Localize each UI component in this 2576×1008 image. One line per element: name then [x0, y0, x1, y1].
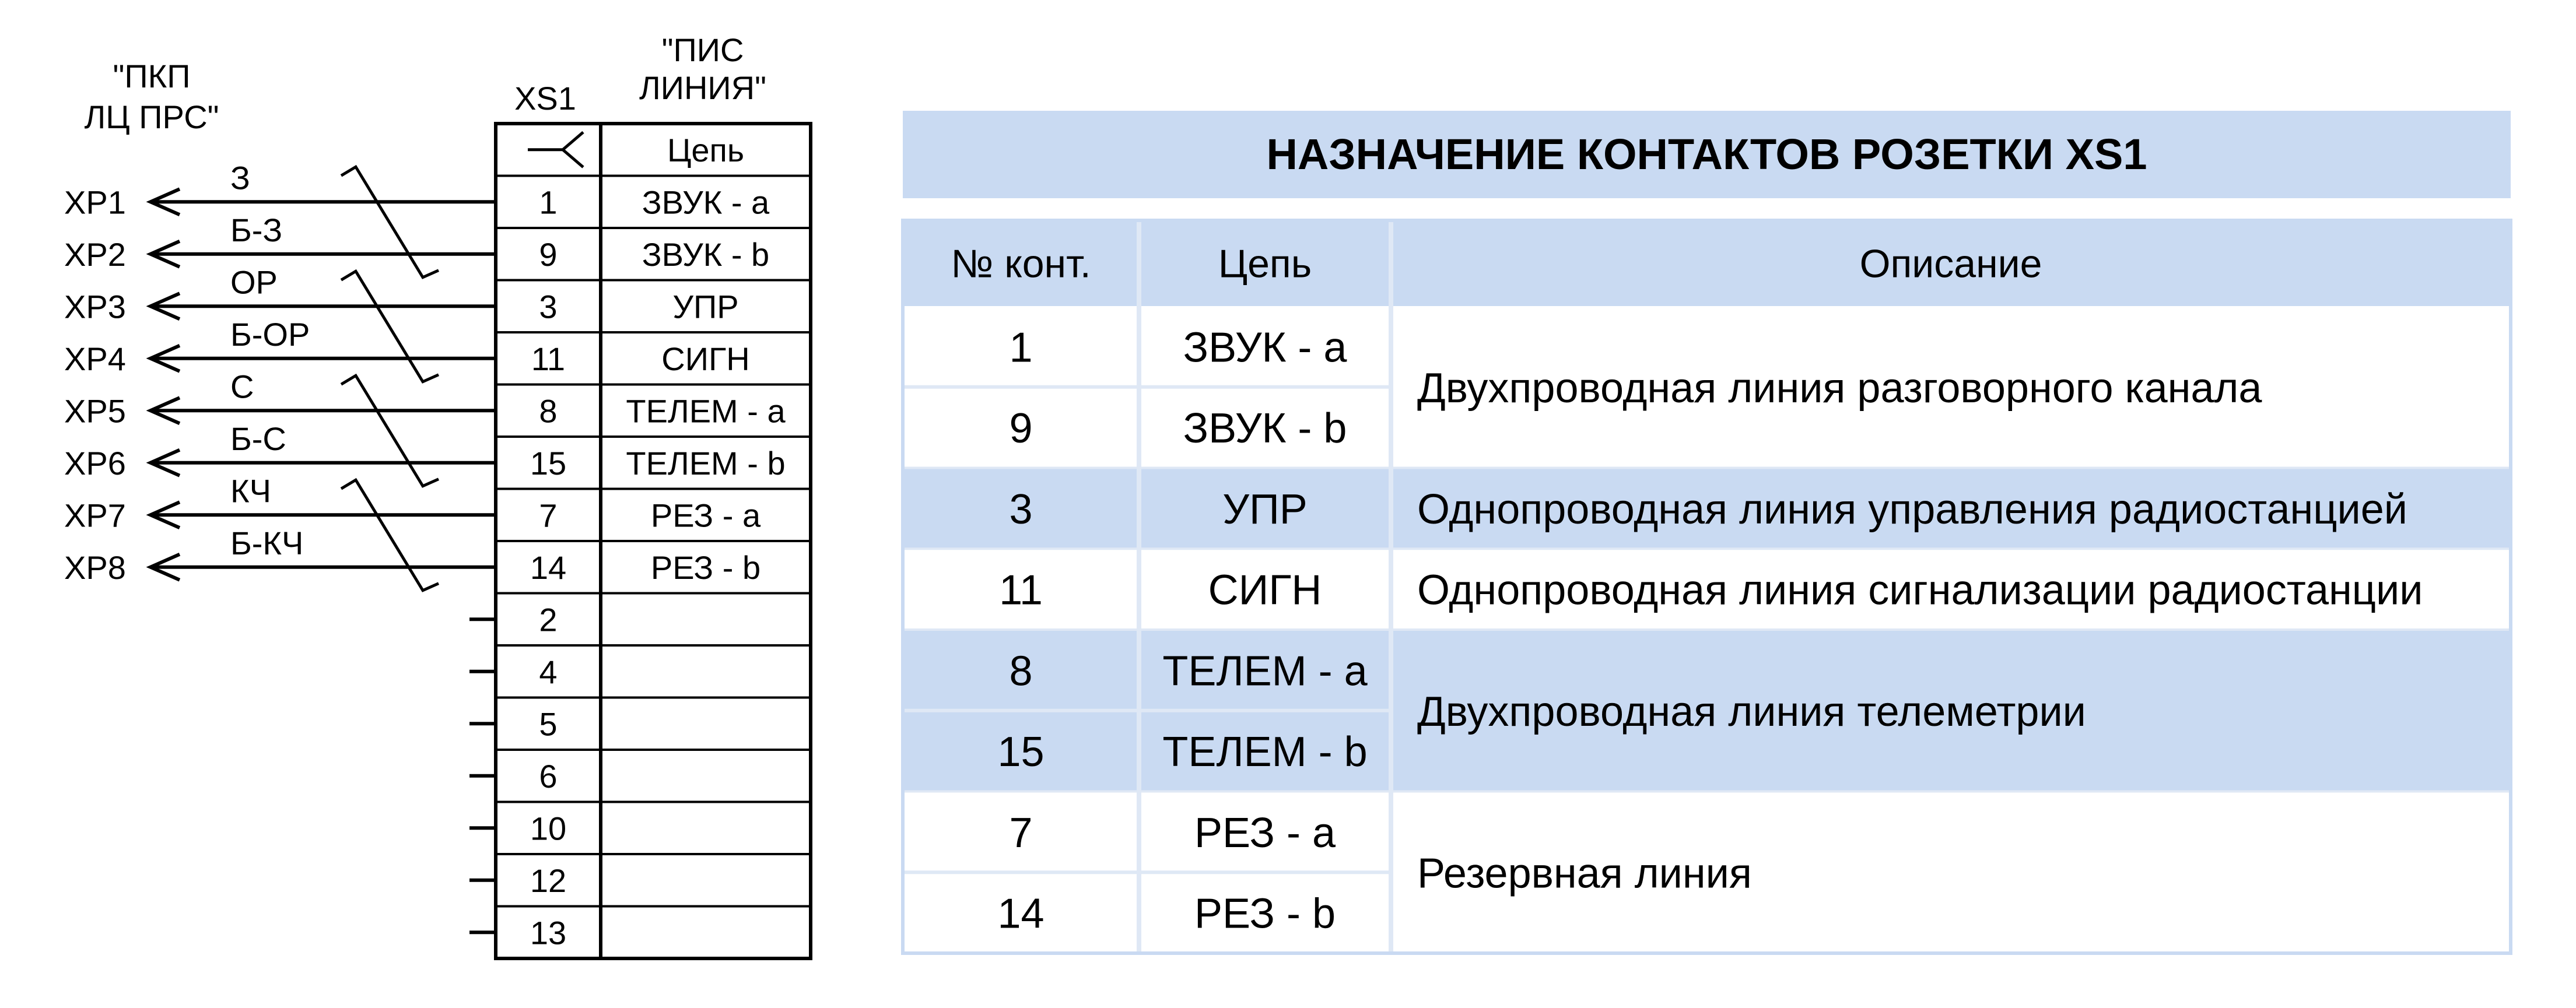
table-pin-cell: 11	[999, 567, 1043, 614]
twisted-pair-icon	[341, 375, 439, 486]
table-pin-cell: 3	[1009, 486, 1033, 533]
connector-pin-number: 12	[530, 862, 567, 899]
table-title: НАЗНАЧЕНИЕ КОНТАКТОВ РОЗЕТКИ XS1	[1266, 130, 2147, 178]
table-pin-cell: 15	[997, 729, 1045, 776]
connector-circuit-name: ЗВУК - a	[642, 184, 770, 221]
unused-pin	[469, 810, 566, 847]
connector-pin-number: 11	[531, 340, 566, 377]
wire-label: Б-ОР	[230, 315, 310, 353]
wire-connection	[64, 368, 786, 429]
wire-label: КЧ	[230, 472, 271, 510]
table-circuit-cell: ТЕЛЕМ - a	[1162, 648, 1368, 695]
xp-label: XP1	[64, 184, 126, 221]
connector-pin-number: 8	[539, 392, 558, 430]
connector-header-circuit: Цепь	[667, 131, 745, 168]
xp-label: XP3	[64, 288, 126, 325]
schematic	[64, 31, 811, 958]
connector-pin-number: 2	[539, 601, 558, 638]
connector-pin-number: 6	[539, 757, 558, 795]
connector-pin-number: 1	[539, 184, 558, 221]
twisted-pair-icon	[341, 480, 439, 591]
right-title-line2: ЛИНИЯ"	[639, 69, 767, 106]
connector-pin-number: 13	[530, 914, 567, 951]
wire-label: Б-З	[230, 211, 283, 248]
wire-connection	[64, 159, 770, 220]
table-circuit-cell: СИГН	[1208, 567, 1322, 614]
connector-pin-number: 5	[539, 705, 558, 743]
pin-assignment-table	[903, 111, 2511, 953]
connector-name: XS1	[514, 80, 576, 117]
unused-pin	[469, 914, 566, 951]
connector-pin-number: 10	[530, 810, 567, 847]
connector-pin-number: 4	[539, 653, 558, 690]
xp-label: XP4	[64, 340, 126, 377]
unused-pin	[469, 758, 558, 795]
table-circuit-cell: ТЕЛЕМ - b	[1162, 729, 1368, 776]
unused-pin	[469, 862, 566, 899]
unused-pin	[469, 654, 558, 690]
connector-circuit-name: УПР	[672, 288, 739, 325]
table-description-cell: Двухпроводная линия разговорного канала	[1417, 364, 2262, 412]
xp-label: XP6	[64, 444, 126, 482]
wire-connection	[64, 212, 769, 273]
connector-circuit-name: СИГН	[661, 340, 750, 377]
connector-pin-number: 14	[530, 549, 567, 586]
table-description-cell: Однопроводная линия сигнализации радиостанции	[1417, 567, 2423, 614]
socket-symbol-icon	[528, 132, 583, 167]
table-header-band	[903, 220, 2511, 306]
table-circuit-cell: ЗВУК - b	[1183, 405, 1347, 452]
xp-label: XP5	[64, 392, 126, 430]
wire-connection	[64, 472, 761, 533]
table-pin-cell: 7	[1009, 809, 1033, 856]
xp-label: XP8	[64, 549, 126, 586]
twisted-pair-icon	[341, 167, 439, 278]
table-group	[903, 549, 2511, 630]
right-title-line1: "ПИС	[661, 31, 744, 68]
twisted-pair-icon	[341, 271, 439, 382]
table-circuit-cell: РЕЗ - a	[1194, 809, 1336, 856]
unused-pin	[469, 601, 558, 638]
table-header-cell: № конт.	[951, 241, 1091, 286]
unused-pin	[469, 705, 558, 742]
connector-circuit-name: РЕЗ - a	[650, 497, 761, 534]
connector-pin-number: 3	[539, 288, 558, 325]
connector-circuit-name: ТЕЛЕМ - a	[626, 392, 786, 430]
wire-label: Б-КЧ	[230, 524, 304, 561]
table-description-cell: Двухпроводная линия телеметрии	[1417, 688, 2086, 735]
wire-label: С	[230, 368, 254, 405]
table-header-cell: Цепь	[1218, 241, 1312, 286]
connector-pin-number: 15	[530, 444, 567, 482]
connector-pin-number: 9	[539, 236, 558, 273]
table-circuit-cell: УПР	[1222, 486, 1308, 533]
table-circuit-cell: ЗВУК - a	[1183, 324, 1347, 371]
wire-label: ОР	[230, 264, 278, 301]
xp-label: XP2	[64, 236, 126, 273]
table-pin-cell: 9	[1009, 405, 1033, 452]
table-circuit-cell: РЕЗ - b	[1194, 890, 1336, 937]
table-description-cell: Однопроводная линия управления радиостанцией	[1417, 486, 2407, 533]
table-description-cell: Резервная линия	[1417, 850, 1752, 897]
connector-pin-number: 7	[539, 497, 558, 534]
connector-circuit-name: ЗВУК - b	[642, 236, 770, 273]
table-pin-cell: 8	[1009, 648, 1033, 695]
connector-circuit-name: РЕЗ - b	[650, 549, 761, 586]
connector-circuit-name: ТЕЛЕМ - b	[626, 444, 786, 482]
table-pin-cell: 1	[1009, 324, 1033, 371]
wire-connection	[64, 264, 739, 325]
table-group	[903, 468, 2511, 549]
xp-label: XP7	[64, 497, 126, 534]
wire-label: З	[230, 159, 250, 196]
wire-connection	[64, 316, 750, 377]
wire-connection	[64, 420, 786, 482]
wire-connection	[64, 525, 760, 586]
table-header-cell: Описание	[1859, 241, 2042, 286]
left-title-line1: "ПКП	[113, 58, 191, 94]
left-title-line2: ЛЦ ПРС"	[84, 99, 219, 135]
wire-label: Б-С	[230, 420, 286, 457]
table-pin-cell: 14	[997, 890, 1045, 937]
